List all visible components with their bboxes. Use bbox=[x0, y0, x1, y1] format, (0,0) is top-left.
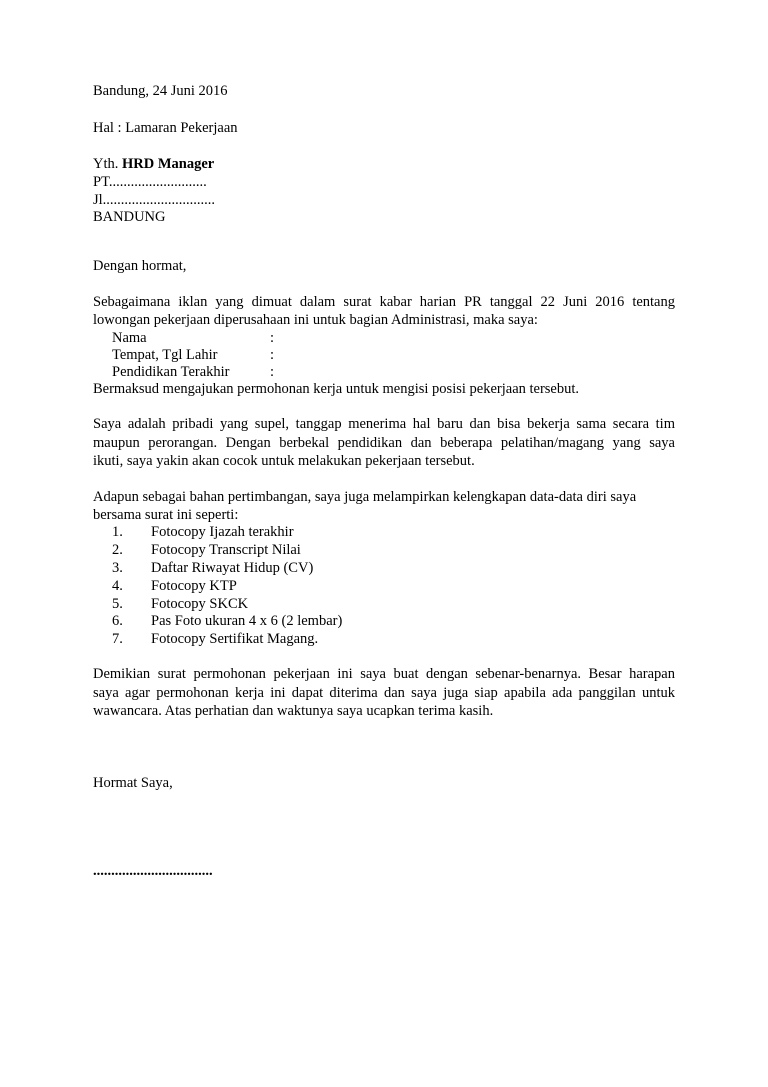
attachments-intro-line-1: Adapun sebagai bahan pertimbangan, saya juga melampirkan kelengkapan data-data diri saya bbox=[93, 489, 637, 505]
recipient-city: BANDUNG bbox=[93, 209, 166, 225]
intro-line-1: Sebagaimana iklan yang dimuat dalam surat kabar harian PR tanggal 22 Juni 2016 tentang bbox=[93, 294, 675, 310]
field-education-label: Pendidikan Terakhir bbox=[112, 364, 230, 380]
closing-line-1: Demikian surat permohonan pekerjaan ini saya buat dengan sebenar-benarnya. Besar harapan bbox=[93, 666, 675, 682]
field-birth-colon: : bbox=[270, 347, 275, 363]
subject-line: Hal : Lamaran Pekerjaan bbox=[93, 120, 238, 136]
attachment-number: 3. bbox=[112, 560, 123, 576]
place-date: Bandung, 24 Juni 2016 bbox=[93, 83, 228, 99]
attachment-number: 5. bbox=[112, 596, 123, 612]
profile-line-3: ikuti, saya yakin akan cocok untuk melakukan pekerjaan tersebut. bbox=[93, 453, 475, 469]
attachment-item: Fotocopy Transcript Nilai bbox=[151, 542, 301, 558]
attachment-number: 2. bbox=[112, 542, 123, 558]
signature-placeholder: ................................. bbox=[93, 863, 213, 879]
field-name-colon: : bbox=[270, 330, 275, 346]
profile-line-1: Saya adalah pribadi yang supel, tanggap menerima hal baru dan bisa bekerja sama secara tim bbox=[93, 416, 675, 432]
recipient-company: PT........................... bbox=[93, 174, 207, 190]
profile-line-2: maupun perorangan. Dengan berbekal pendidikan dan beberapa pelatihan/magang yang saya bbox=[93, 435, 675, 451]
recipient-prefix: Yth. bbox=[93, 156, 122, 172]
field-education-colon: : bbox=[270, 364, 275, 380]
field-birth-label: Tempat, Tgl Lahir bbox=[112, 347, 218, 363]
attachment-number: 4. bbox=[112, 578, 123, 594]
salutation: Dengan hormat, bbox=[93, 258, 187, 274]
attachment-item: Fotocopy Sertifikat Magang. bbox=[151, 631, 319, 647]
intro-line-2: lowongan pekerjaan diperusahaan ini untuk bagian Administrasi, maka saya: bbox=[93, 312, 538, 328]
attachment-item: Fotocopy Ijazah terakhir bbox=[151, 524, 294, 540]
recipient-name: HRD Manager bbox=[122, 156, 215, 172]
closing-line-2: saya agar permohonan kerja ini dapat diterima dan saya juga siap apabila ada panggilan untuk bbox=[93, 685, 675, 701]
recipient-title bbox=[93, 155, 214, 173]
closing-line-3: wawancara. Atas perhatian dan waktunya saya ucapkan terima kasih. bbox=[93, 703, 494, 719]
attachment-item: Pas Foto ukuran 4 x 6 (2 lembar) bbox=[151, 613, 343, 629]
attachment-item: Daftar Riwayat Hidup (CV) bbox=[151, 560, 314, 576]
attachment-number: 1. bbox=[112, 524, 123, 540]
attachment-number: 7. bbox=[112, 631, 123, 647]
attachment-item: Fotocopy KTP bbox=[151, 578, 237, 594]
intent-line: Bermaksud mengajukan permohonan kerja untuk mengisi posisi pekerjaan tersebut. bbox=[93, 381, 580, 397]
attachment-item: Fotocopy SKCK bbox=[151, 596, 249, 612]
field-name-label: Nama bbox=[112, 330, 147, 346]
attachments-intro-line-2: bersama surat ini seperti: bbox=[93, 507, 239, 523]
sign-off: Hormat Saya, bbox=[93, 775, 173, 791]
attachment-number: 6. bbox=[112, 613, 123, 629]
recipient-street: Jl............................... bbox=[93, 192, 216, 208]
